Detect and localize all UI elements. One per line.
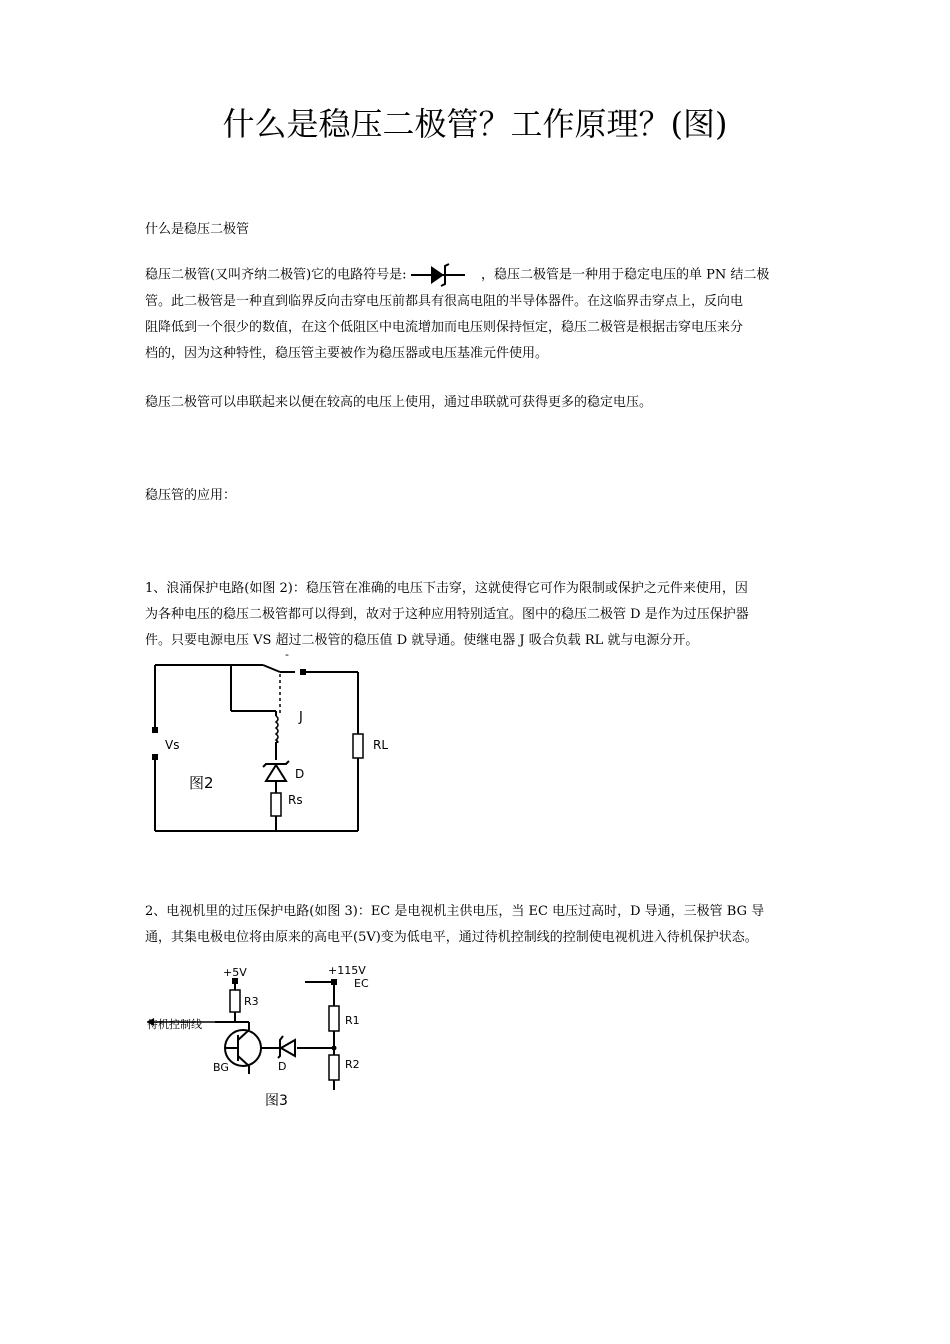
definition-intro-text: 稳压二极管(又叫齐纳二极管)它的电路符号是: [145,267,407,283]
section-heading-applications: 稳压管的应用： [145,488,237,503]
label-j: J [299,710,303,725]
label-rs: Rs [288,793,303,807]
page-title: 什么是稳压二极管？工作原理？(图) [222,105,728,143]
label-vs: Vs [165,738,180,752]
fig2-tick-mark: - [285,648,289,661]
section-heading-what-is-zener: 什么是稳压二极管 [145,222,250,237]
label-plus-115v: +115V [328,964,366,977]
paragraph-definition: 稳压二极管(又叫齐纳二极管)它的电路符号是: ，稳压二极管是一种用于稳定电压的单 PN 结二极 管。此二极管是一种直到临界反向击穿电压前都具有很高电阻的半导体器件。在这临界击穿点上，反向电 阻降低到一个很少的数值，在这个低阻区中电流增加而电压则保持恒定，稳压二极管是根据击穿电压来分 档的，因为这种特性，稳压管主要被作为稳压器或电压基准元件使用。 [145,262,809,367]
figure-2-surge-protection-circuit [145,648,395,838]
label-standby-line: 待机控制线 [147,1018,202,1031]
label-r3: R3 [244,995,259,1008]
label-plus-5v: +5V [223,966,247,979]
relay-coil-icon [276,716,278,742]
paragraph-tv-overvoltage: 2、电视机里的过压保护电路(如图 3)：EC 是电视机主供电压，当 EC 电压过高时，D 导通，三极管 BG 导 通，其集电极电位将由原来的高电平(5V)变为低电平，通过待机控制线的控制使电视机进入待机保护状态。 [145,904,765,945]
zener-diode-icon [263,761,289,781]
label-bg: BG [213,1061,229,1074]
label-r2: R2 [345,1058,360,1071]
label-rl: RL [373,738,389,752]
definition-intro-text-cont: ，稳压二极管是一种用于稳定电压的单 PN 结二极 [480,267,770,283]
resistor-rl-icon [353,734,363,758]
zener-diode-icon [278,1036,295,1058]
resistor-rs-icon [271,793,281,816]
label-d: D [295,767,305,781]
label-ec: EC [354,977,369,990]
resistor-r2-icon [329,1055,339,1080]
label-r1: R1 [345,1014,360,1027]
zener-diode-symbol-icon [411,262,465,288]
paragraph-series: 稳压二极管可以串联起来以便在较高的电压上使用，通过串联就可获得更多的稳定电压。 [145,395,653,410]
figure-3-tv-protection-circuit [145,962,385,1117]
paragraph-surge-protection: 1、浪涌保护电路(如图 2)：稳压管在准确的电压下击穿，这就使得它可作为限制或保护之元件来使用，因 为各种电压的稳压二极管都可以得到，故对于这种应用特别适宜。图中的稳压二极管 D 是作为过压保护器 件。只要电源电压 VS 超过二极管的稳压值 D 就导通。使继电器 J 吸合负载 RL 就与电源分开。 [145,581,749,648]
figure-3-caption: 图3 [265,1093,288,1109]
resistor-r3-icon [230,990,240,1012]
resistor-r1-icon [329,1006,339,1031]
figure-2-caption: 图2 [189,774,214,792]
label-d: D [278,1060,287,1073]
